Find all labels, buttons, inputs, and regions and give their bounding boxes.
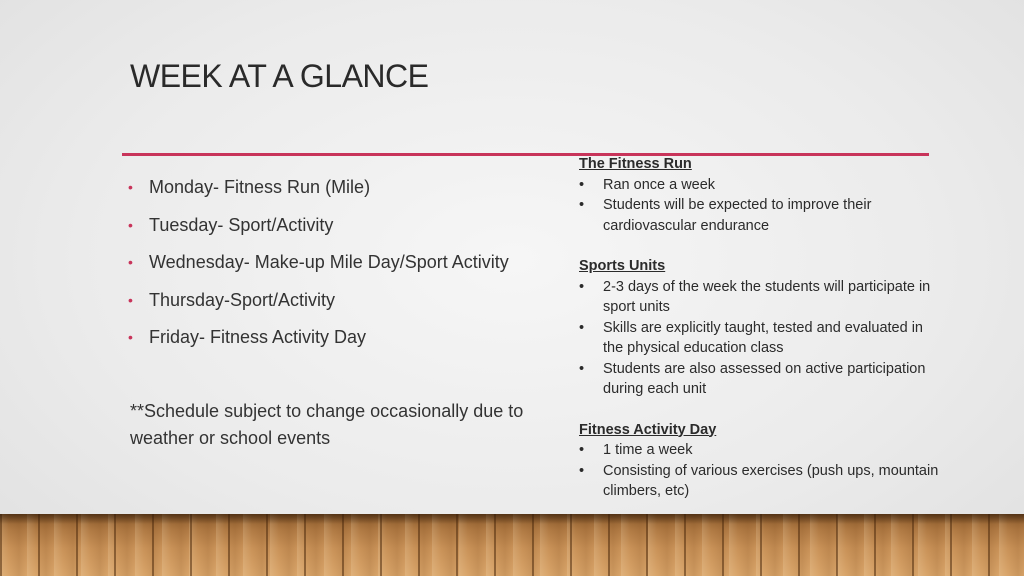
- bullet-text: 2-3 days of the week the students will participate in sport units: [603, 278, 931, 315]
- section-heading: The Fitness Run: [579, 156, 692, 172]
- bullet-icon: •: [579, 462, 585, 479]
- list-item: [128, 287, 509, 325]
- bullet-icon: •: [579, 176, 585, 193]
- list-item: [579, 461, 939, 502]
- bullet-icon: •: [579, 319, 585, 336]
- list-item: [579, 359, 939, 400]
- bullet-text: Skills are explicitly taught, tested and evaluated in the physical education class: [603, 319, 923, 356]
- schedule-text: Thursday-Sport/Activity: [149, 289, 336, 310]
- slide-title: WEEK AT A GLANCE: [130, 58, 429, 94]
- list-item: [128, 249, 509, 287]
- list-item: [579, 277, 939, 318]
- bullet-icon: •: [579, 278, 585, 295]
- weekly-schedule-list: [128, 174, 509, 362]
- bullet-icon: •: [579, 197, 585, 213]
- details-panel: [579, 154, 939, 522]
- bullet-text: Ran once a week: [603, 176, 716, 193]
- bullet-icon: •: [128, 291, 133, 308]
- section-fitness-activity-day: [579, 420, 939, 502]
- bullet-icon: •: [128, 254, 133, 270]
- list-item: [579, 318, 939, 359]
- bullet-icon: •: [579, 360, 585, 377]
- bullet-text: Consisting of various exercises (push ups, mountain climbers, etc): [603, 462, 939, 499]
- bullet-text: Students are also assessed on active participation during each unit: [603, 360, 926, 397]
- schedule-text: Friday- Fitness Activity Day: [149, 327, 367, 347]
- bullet-text: Students will be expected to improve their cardiovascular endurance: [603, 197, 872, 234]
- schedule-text: Tuesday- Sport/Activity: [149, 214, 334, 235]
- schedule-text: Wednesday- Make-up Mile Day/Sport Activity: [149, 252, 509, 272]
- bullet-icon: •: [128, 216, 133, 233]
- list-item: [128, 324, 509, 362]
- bullet-text: 1 time a week: [603, 442, 693, 458]
- list-item: [579, 195, 939, 236]
- schedule-text: Monday- Fitness Run (Mile): [149, 177, 371, 197]
- section-sports-units: [579, 256, 939, 400]
- list-item: [579, 440, 939, 461]
- bullet-icon: •: [128, 329, 133, 345]
- bullet-icon: •: [128, 179, 133, 195]
- list-item: [128, 174, 509, 212]
- section-fitness-run: [579, 154, 939, 236]
- section-heading: Sports Units: [579, 258, 666, 274]
- section-heading: Fitness Activity Day: [579, 421, 717, 438]
- bullet-icon: •: [579, 442, 585, 458]
- schedule-note: **Schedule subject to change occasionally due to weather or school events: [130, 401, 524, 448]
- floor-shadow: [0, 514, 1024, 524]
- list-item: [579, 175, 939, 196]
- list-item: [128, 212, 509, 250]
